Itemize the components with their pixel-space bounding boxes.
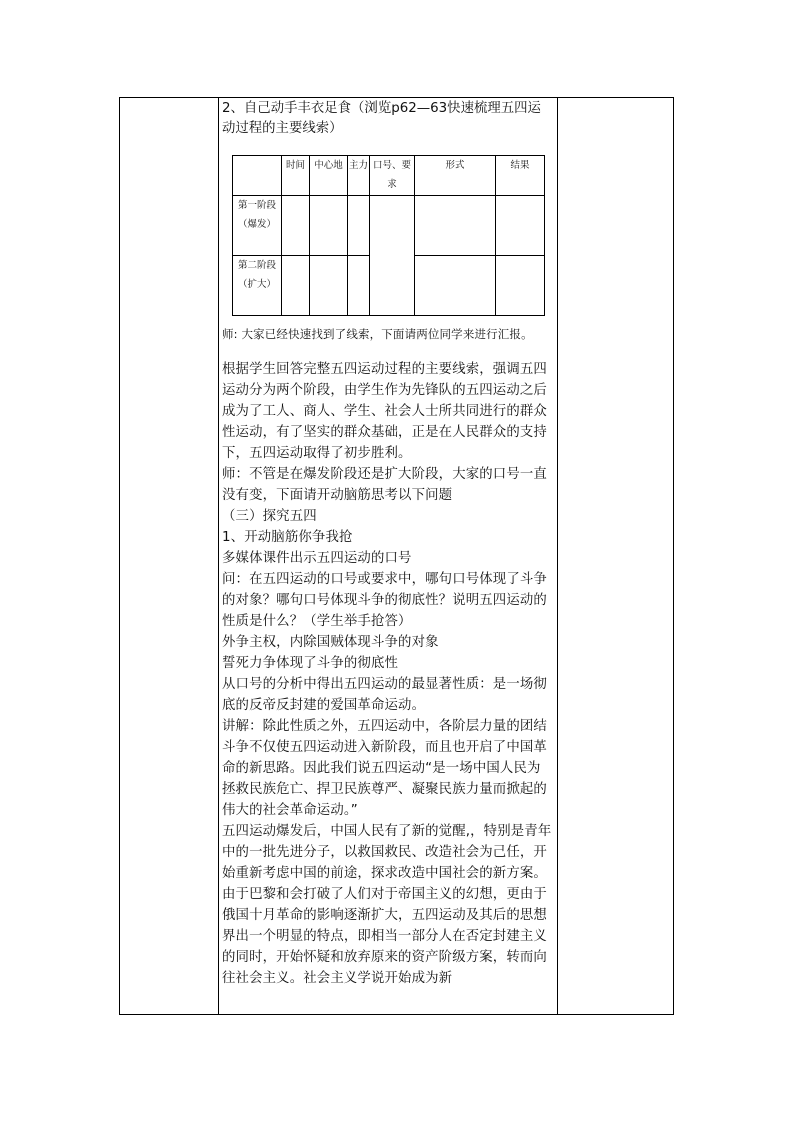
- empty-cell: [310, 256, 348, 316]
- empty-cell: [348, 196, 370, 256]
- header-cell: 主力: [348, 156, 370, 196]
- row-label: 第二阶段（扩大）: [233, 256, 282, 316]
- answer-line: 外争主权，内除国贼体现斗争的对象: [222, 635, 439, 650]
- empty-cell: [348, 256, 370, 316]
- subsection-heading: （三）探究五四: [222, 509, 317, 524]
- table-header-row: [233, 156, 545, 196]
- empty-cell: [282, 196, 310, 256]
- content-column: [222, 99, 554, 989]
- table-row: [233, 196, 545, 256]
- header-cell: 口号、要求: [370, 156, 415, 196]
- empty-cell: [282, 256, 310, 316]
- header-cell: 中心地: [310, 156, 348, 196]
- question-paragraph: 问：在五四运动的口号或要求中，哪句口号体现了斗争的对象？哪句口号体现斗争的彻底性？说明五四运动的性质是什么？（学生举手抢答）: [222, 572, 547, 629]
- header-cell: 结果: [496, 156, 545, 196]
- teacher-prompt: 师：不管是在爆发阶段还是扩大阶段，大家的口号一直没有变，下面请开动脑筋思考以下问题: [222, 467, 547, 503]
- movement-clue-table: [232, 155, 545, 316]
- lecture-paragraph: 讲解：除此性质之外，五四运动中，各阶层力量的团结斗争不仅使五四运动进入新阶段，而且也开启了中国革命的新思路。因此我们说五四运动“是一场中国人民为拯救民族危亡、捍卫民族尊严、凝聚民族力量而掀起的伟大的社会革命运动。”: [222, 719, 547, 818]
- column-divider-left: [218, 98, 219, 1014]
- header-cell: [233, 156, 282, 196]
- empty-cell: [496, 196, 545, 256]
- header-cell: 时间: [282, 156, 310, 196]
- empty-cell: [370, 196, 415, 316]
- media-note: 多媒体课件出示五四运动的口号: [222, 551, 412, 566]
- header-cell: 形式: [415, 156, 496, 196]
- summary-paragraph: 根据学生回答完整五四运动过程的主要线索，强调五四运动分为两个阶段，由学生作为先锋队的五四运动之后成为了工人、商人、学生、社会人士所共同进行的群众性运动，有了坚实的群众基础，正是在人民群众的支持下，五四运动取得了初步胜利。: [222, 362, 547, 461]
- section-title: 2、自己动手丰衣足食（浏览p62—63快速梳理五四运动过程的主要线索）: [222, 101, 541, 136]
- teacher-remark: 师: 大家已经快速找到了线索，下面请两位同学来进行汇报。: [222, 327, 533, 341]
- answer-line: 誓死力争体现了斗争的彻底性: [222, 656, 399, 671]
- conclusion-paragraph: 从口号的分析中得出五四运动的最显著性质：是一场彻底的反帝反封建的爱国革命运动。: [222, 677, 547, 713]
- empty-cell: [496, 256, 545, 316]
- activity-heading: 1、开动脑筋你争我抢: [222, 530, 353, 545]
- column-divider-right: [557, 98, 558, 1014]
- empty-cell: [415, 256, 496, 316]
- empty-cell: [310, 196, 348, 256]
- empty-cell: [415, 196, 496, 256]
- background-paragraph: 五四运动爆发后，中国人民有了新的觉醒,，特别是青年中的一批先进分子，以救国救民、改造社会为己任，开始重新考虑中国的前途，探求改造中国社会的新方案。由于巴黎和会打破了人们对于帝国主义的幻想，更由于俄国十月革命的影响逐渐扩大，五四运动及其后的思想界出一个明显的特点，即相当一部分人在否定封建主义的同时，开始怀疑和放弃原来的资产阶级方案，转而向往社会主义。社会主义学说开始成为新: [222, 824, 552, 986]
- row-label: 第一阶段（爆发）: [233, 196, 282, 256]
